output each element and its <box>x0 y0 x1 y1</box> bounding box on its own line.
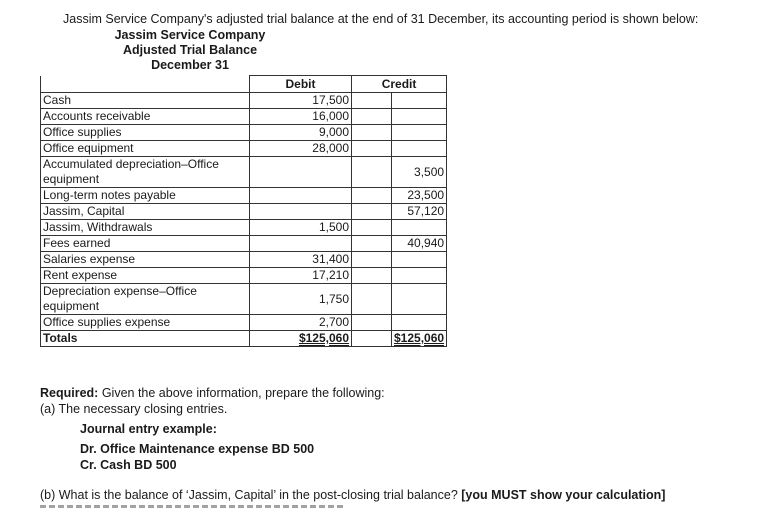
gap-cell <box>352 204 392 220</box>
gap-cell <box>352 331 392 347</box>
gap-cell <box>352 284 392 315</box>
example-line-2: Cr. Cash BD 500 <box>80 458 177 472</box>
intro-text: Jassim Service Company's adjusted trial balance at the end of 31 December, its accounting period is shown below: <box>63 12 699 26</box>
credit-cell: 57,120 <box>392 204 447 220</box>
debit-cell: 17,210 <box>250 268 352 284</box>
account-cell: Depreciation expense–Office equipment <box>41 284 250 315</box>
journal-example <box>80 421 314 473</box>
credit-cell <box>392 109 447 125</box>
table-row <box>41 268 447 284</box>
debit-cell: 9,000 <box>250 125 352 141</box>
account-cell: Cash <box>41 93 250 109</box>
table-row <box>41 284 447 315</box>
account-cell: Office equipment <box>41 141 250 157</box>
table-row <box>41 220 447 236</box>
debit-cell <box>250 188 352 204</box>
gap-cell <box>352 268 392 284</box>
totals-row <box>41 331 447 347</box>
gap-cell <box>352 157 392 188</box>
account-cell: Office supplies expense <box>41 315 250 331</box>
table-row <box>41 141 447 157</box>
table-row <box>41 315 447 331</box>
credit-cell <box>392 284 447 315</box>
table-row <box>41 109 447 125</box>
part-a-text: (a) The necessary closing entries. <box>40 402 228 416</box>
account-cell: Salaries expense <box>41 252 250 268</box>
gap-cell <box>352 252 392 268</box>
credit-cell <box>392 315 447 331</box>
table-header-row <box>41 76 447 93</box>
gap-cell <box>352 220 392 236</box>
total-debit: $125,060 <box>298 331 349 345</box>
credit-cell: 40,940 <box>392 236 447 252</box>
credit-cell <box>392 268 447 284</box>
credit-cell <box>392 220 447 236</box>
debit-cell: 16,000 <box>250 109 352 125</box>
debit-cell <box>250 236 352 252</box>
debit-cell: 2,700 <box>250 315 352 331</box>
table-row <box>41 204 447 220</box>
debit-cell: 1,500 <box>250 220 352 236</box>
debit-header: Debit <box>250 76 352 93</box>
trial-balance-table <box>40 75 447 347</box>
gap-cell <box>352 109 392 125</box>
example-line-1: Dr. Office Maintenance expense BD 500 <box>80 442 315 456</box>
gap-cell <box>352 93 392 109</box>
account-cell: Jassim, Capital <box>41 204 250 220</box>
required-label: Required: <box>40 386 99 400</box>
gap-cell <box>352 315 392 331</box>
gap-cell <box>352 236 392 252</box>
gap-cell <box>352 188 392 204</box>
debit-cell: 17,500 <box>250 93 352 109</box>
part-b-question <box>40 488 665 502</box>
account-cell: Office supplies <box>41 125 250 141</box>
table-row <box>41 157 447 188</box>
account-cell: Long-term notes payable <box>41 188 250 204</box>
debit-cell: 28,000 <box>250 141 352 157</box>
trial-balance-header <box>40 28 420 73</box>
totals-label: Totals <box>41 331 250 347</box>
table-row <box>41 188 447 204</box>
debit-cell: 1,750 <box>250 284 352 315</box>
required-text: Given the above information, prepare the following: <box>98 386 385 400</box>
debit-cell <box>250 157 352 188</box>
table-row <box>41 93 447 109</box>
account-cell: Jassim, Withdrawals <box>41 220 250 236</box>
table-row <box>41 252 447 268</box>
table-row <box>41 236 447 252</box>
part-b-text: (b) What is the balance of ‘Jassim, Capital’ in the post-closing trial balance? <box>40 488 462 502</box>
credit-header: Credit <box>352 76 447 93</box>
debit-cell: 31,400 <box>250 252 352 268</box>
part-b-emphasis: [you MUST show your calculation] <box>461 488 666 502</box>
cropped-footer-text <box>40 505 345 508</box>
account-cell: Rent expense <box>41 268 250 284</box>
credit-cell: 23,500 <box>392 188 447 204</box>
credit-cell <box>392 252 447 268</box>
debit-cell <box>250 204 352 220</box>
total-credit: $125,060 <box>394 331 445 345</box>
credit-cell <box>392 125 447 141</box>
credit-cell: 3,500 <box>392 157 447 188</box>
credit-cell <box>392 93 447 109</box>
account-cell: Accumulated depreciation–Office equipment <box>41 157 250 188</box>
example-heading: Journal entry example: <box>80 422 217 436</box>
table-row <box>41 125 447 141</box>
account-cell: Fees earned <box>41 236 250 252</box>
gap-cell <box>352 125 392 141</box>
statement-title: Adjusted Trial Balance <box>122 43 258 57</box>
account-cell: Accounts receivable <box>41 109 250 125</box>
statement-date: December 31 <box>151 58 229 72</box>
credit-cell <box>392 141 447 157</box>
requirements <box>40 385 385 417</box>
company-name: Jassim Service Company <box>114 28 266 42</box>
gap-cell <box>352 141 392 157</box>
